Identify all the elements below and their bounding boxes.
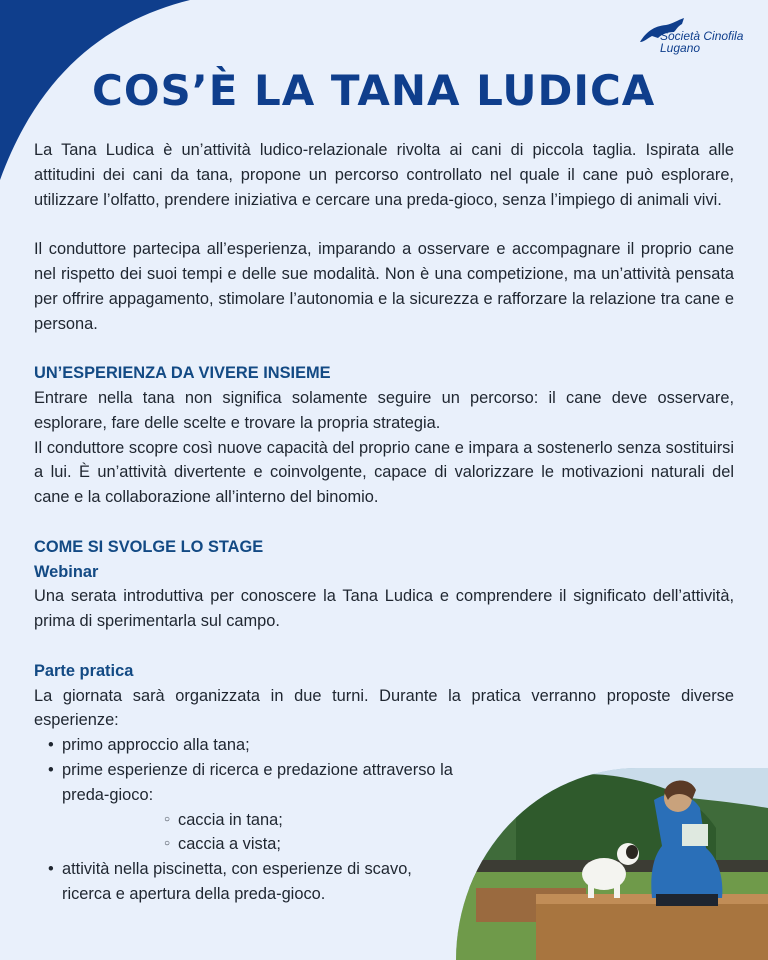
list-item: • attività nella piscinetta, con esperienze di scavo, ricerca e apertura della preda-gioco. (34, 857, 464, 907)
intro-paragraph-2: Il conduttore partecipa all’esperienza, imparando a osservare e accompagnare il proprio cane nel rispetto dei suoi tempi e delle sue modalità. Non è una competizione, ma un’attività pensata per offrire appagamento, stimolare l’autonomia e la sicurezza e rafforzare la relazione tra cane e persona. (34, 240, 734, 333)
sub-list-item: ○ caccia a vista; (34, 832, 734, 857)
practice-heading: Parte pratica (34, 661, 134, 680)
list-item: • prime esperienze di ricerca e predazione attraverso la preda-gioco: (34, 758, 464, 808)
practice-text: La giornata sarà organizzata in due turni. Durante la pratica verranno proposte diverse esperienze: (34, 686, 734, 730)
page-title: COS’È LA TANA LUDICA (92, 66, 656, 115)
section-heading-experience: UN’ESPERIENZA DA VIVERE INSIEME (34, 364, 331, 383)
webinar-heading: Webinar (34, 562, 99, 581)
section-heading-stage: COME SI SVOLGE LO STAGE (34, 537, 264, 556)
logo-text (660, 30, 743, 54)
practice-list (34, 733, 464, 807)
sub-list-item: ○ caccia in tana; (34, 808, 734, 833)
logo-name-line1: Società Cinofila (660, 29, 744, 43)
intro-paragraph-1: La Tana Ludica è un’attività ludico-relazionale rivolta ai cani di piccola taglia. Ispirata alle attitudini dei cani da tana, propone un percorso controllato nel quale il cane può esplorare, utilizzare l’olfatto, prendere iniziativa e cercare una preda-gioco, senza l’impiego di animali vivi. (34, 141, 734, 209)
logo-name-line2: Lugano (660, 41, 701, 55)
webinar-text: Una serata introduttiva per conoscere la Tana Ludica e comprendere il significato dell’attività, prima di sperimentarla sul campo. (34, 587, 734, 631)
experience-paragraph-2: Il conduttore scopre così nuove capacità del proprio cane e impara a sostenerlo senza sostituirsi a lui. È un’attività divertente e coinvolgente, capace di valorizzare le motivazioni naturali del cane e la collaborazione all’interno del binomio. (34, 438, 734, 507)
logo (638, 16, 750, 60)
practice-list-continued (34, 857, 464, 907)
list-item: • primo approccio alla tana; (34, 733, 464, 758)
experience-paragraph-1: Entrare nella tana non significa solamente seguire un percorso: il cane deve osservare, esplorare, fare delle scelte e trovare la propria strategia. (34, 388, 734, 432)
